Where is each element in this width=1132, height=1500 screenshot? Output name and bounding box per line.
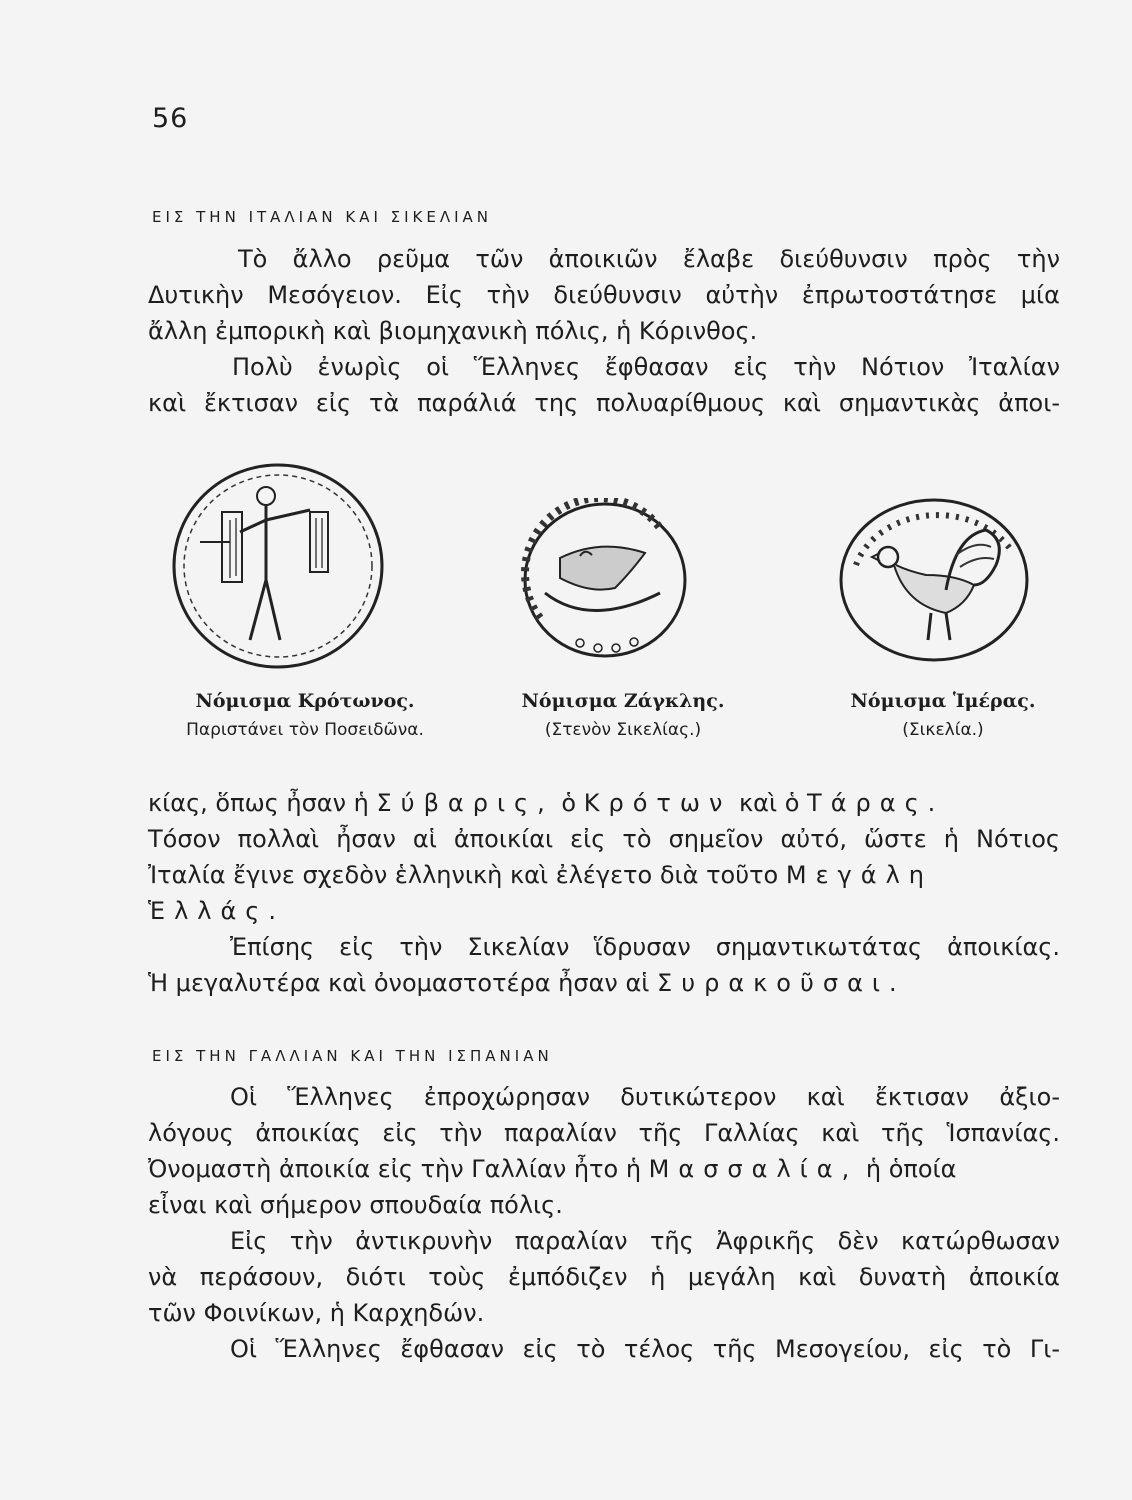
section-heading-italy-sicily: ΕΙΣ ΤΗΝ ΙΤΑΛΙΑΝ ΚΑΙ ΣΙΚΕΛΙΑΝ: [152, 208, 493, 226]
paragraph-line: [148, 785, 1060, 821]
text-run: καὶ ὁ: [739, 789, 800, 817]
text-run-spaced: Μασσαλία,: [648, 1155, 859, 1183]
paragraph-line: ἄλλη ἐμπορικὴ καὶ βιομηχανικὴ πόλις, ἡ Κόρινθος.: [148, 317, 758, 345]
paragraph-line: Ἑλλάς.: [148, 897, 286, 925]
text-run: κίας, ὅπως ἦσαν ἡ: [148, 789, 369, 817]
paragraph-line: Οἱ Ἕλληνες ἔφθασαν εἰς τὸ τέλος τῆς Μεσογείου, εἰς τὸ Γι-: [230, 1335, 1060, 1363]
himera-coin-image: [836, 495, 1032, 665]
text-run-spaced: Μεγάλη: [785, 861, 933, 889]
paragraph-line: Οἱ Ἕλληνες ἐπροχώρησαν δυτικώτερον καὶ ἔκτισαν ἀξιο-: [230, 1083, 1060, 1111]
section-heading-gaul-spain: ΕΙΣ ΤΗΝ ΓΑΛΛΙΑΝ ΚΑΙ ΤΗΝ ΙΣΠΑΝΙΑΝ: [152, 1047, 553, 1065]
text-run-spaced: Σύβαρις,: [376, 789, 554, 817]
text-run-spaced: Τάρας.: [807, 789, 945, 817]
paragraph-line: Πολὺ ἐνωρὶς οἱ Ἕλληνες ἔφθασαν εἰς τὴν Νότιον Ἰταλίαν: [232, 353, 1060, 381]
text-run: Ἡ μεγαλυτέρα καὶ ὀνομαστοτέρα ἦσαν αἱ: [148, 969, 650, 997]
page-number: 56: [152, 103, 189, 134]
coin-caption-title: Νόμισμα Ἱμέρας.: [850, 690, 1036, 712]
paragraph-line: Ἐπίσης εἰς τὴν Σικελίαν ἵδρυσαν σημαντικωτάτας ἀποικίας.: [230, 933, 1060, 961]
paragraph-line: Τὸ ἄλλο ρεῦμα τῶν ἀποικιῶν ἔλαβε διεύθυνσιν πρὸς τὴν: [238, 245, 1060, 273]
zankle-coin-image: [520, 498, 690, 668]
paragraph-line: [148, 965, 1060, 1001]
coin-caption-subtitle: (Σικελία.): [902, 720, 984, 740]
paragraph-line: εἶναι καὶ σήμερον σπουδαία πόλις.: [148, 1191, 563, 1219]
coin-caption-subtitle: (Στενὸν Σικελίας.): [544, 720, 702, 740]
coin-caption-title: Νόμισμα Κρότωνος.: [195, 690, 415, 712]
text-run: ἡ ὁποία: [865, 1155, 957, 1183]
coin-caption-subtitle: Παριστάνει τὸν Ποσειδῶνα.: [186, 720, 424, 740]
text-run: Ἰταλία ἔγινε σχεδὸν ἑλληνικὴ καὶ ἐλέγετο διὰ τοῦτο: [148, 861, 779, 889]
text-run-spaced: Συρακοῦσαι.: [657, 969, 906, 997]
paragraph-line: Τόσον πολλαὶ ἦσαν αἱ ἀποικίαι εἰς τὸ σημεῖον αὐτό, ὥστε ἡ Νότιος: [148, 825, 1060, 853]
paragraph-line: τῶν Φοινίκων, ἡ Καρχηδών.: [148, 1299, 485, 1327]
paragraph-line: [148, 1151, 1060, 1187]
paragraph-line: Εἰς τὴν ἀντικρυνὴν παραλίαν τῆς Ἀφρικῆς δὲν κατώρθωσαν: [230, 1227, 1060, 1255]
text-run: ὁ: [561, 789, 577, 817]
paragraph-line: Δυτικὴν Μεσόγειον. Εἰς τὴν διεύθυνσιν αὐτὴν ἐπρωτοστάτησε μία: [148, 281, 1060, 309]
paragraph-line: καὶ ἔκτισαν εἰς τὰ παράλιά της πολυαρίθμους καὶ σημαντικὰς ἀποι-: [148, 389, 1060, 417]
paragraph-line: [148, 857, 1060, 893]
text-run-spaced: Κρότων: [583, 789, 732, 817]
paragraph-line: λόγους ἀποικίας εἰς τὴν παραλίαν τῆς Γαλλίας καὶ τῆς Ἱσπανίας.: [148, 1119, 1060, 1147]
text-run: Ὀνομαστὴ ἀποικία εἰς τὴν Γαλλίαν ἦτο ἡ: [148, 1155, 642, 1183]
paragraph-line: νὰ περάσουν, διότι τοὺς ἐμπόδιζεν ἡ μεγάλη καὶ δυνατὴ ἀποικία: [148, 1263, 1060, 1291]
croton-coin-image: [170, 460, 386, 672]
coin-caption-title: Νόμισμα Ζάγκλης.: [521, 690, 725, 712]
